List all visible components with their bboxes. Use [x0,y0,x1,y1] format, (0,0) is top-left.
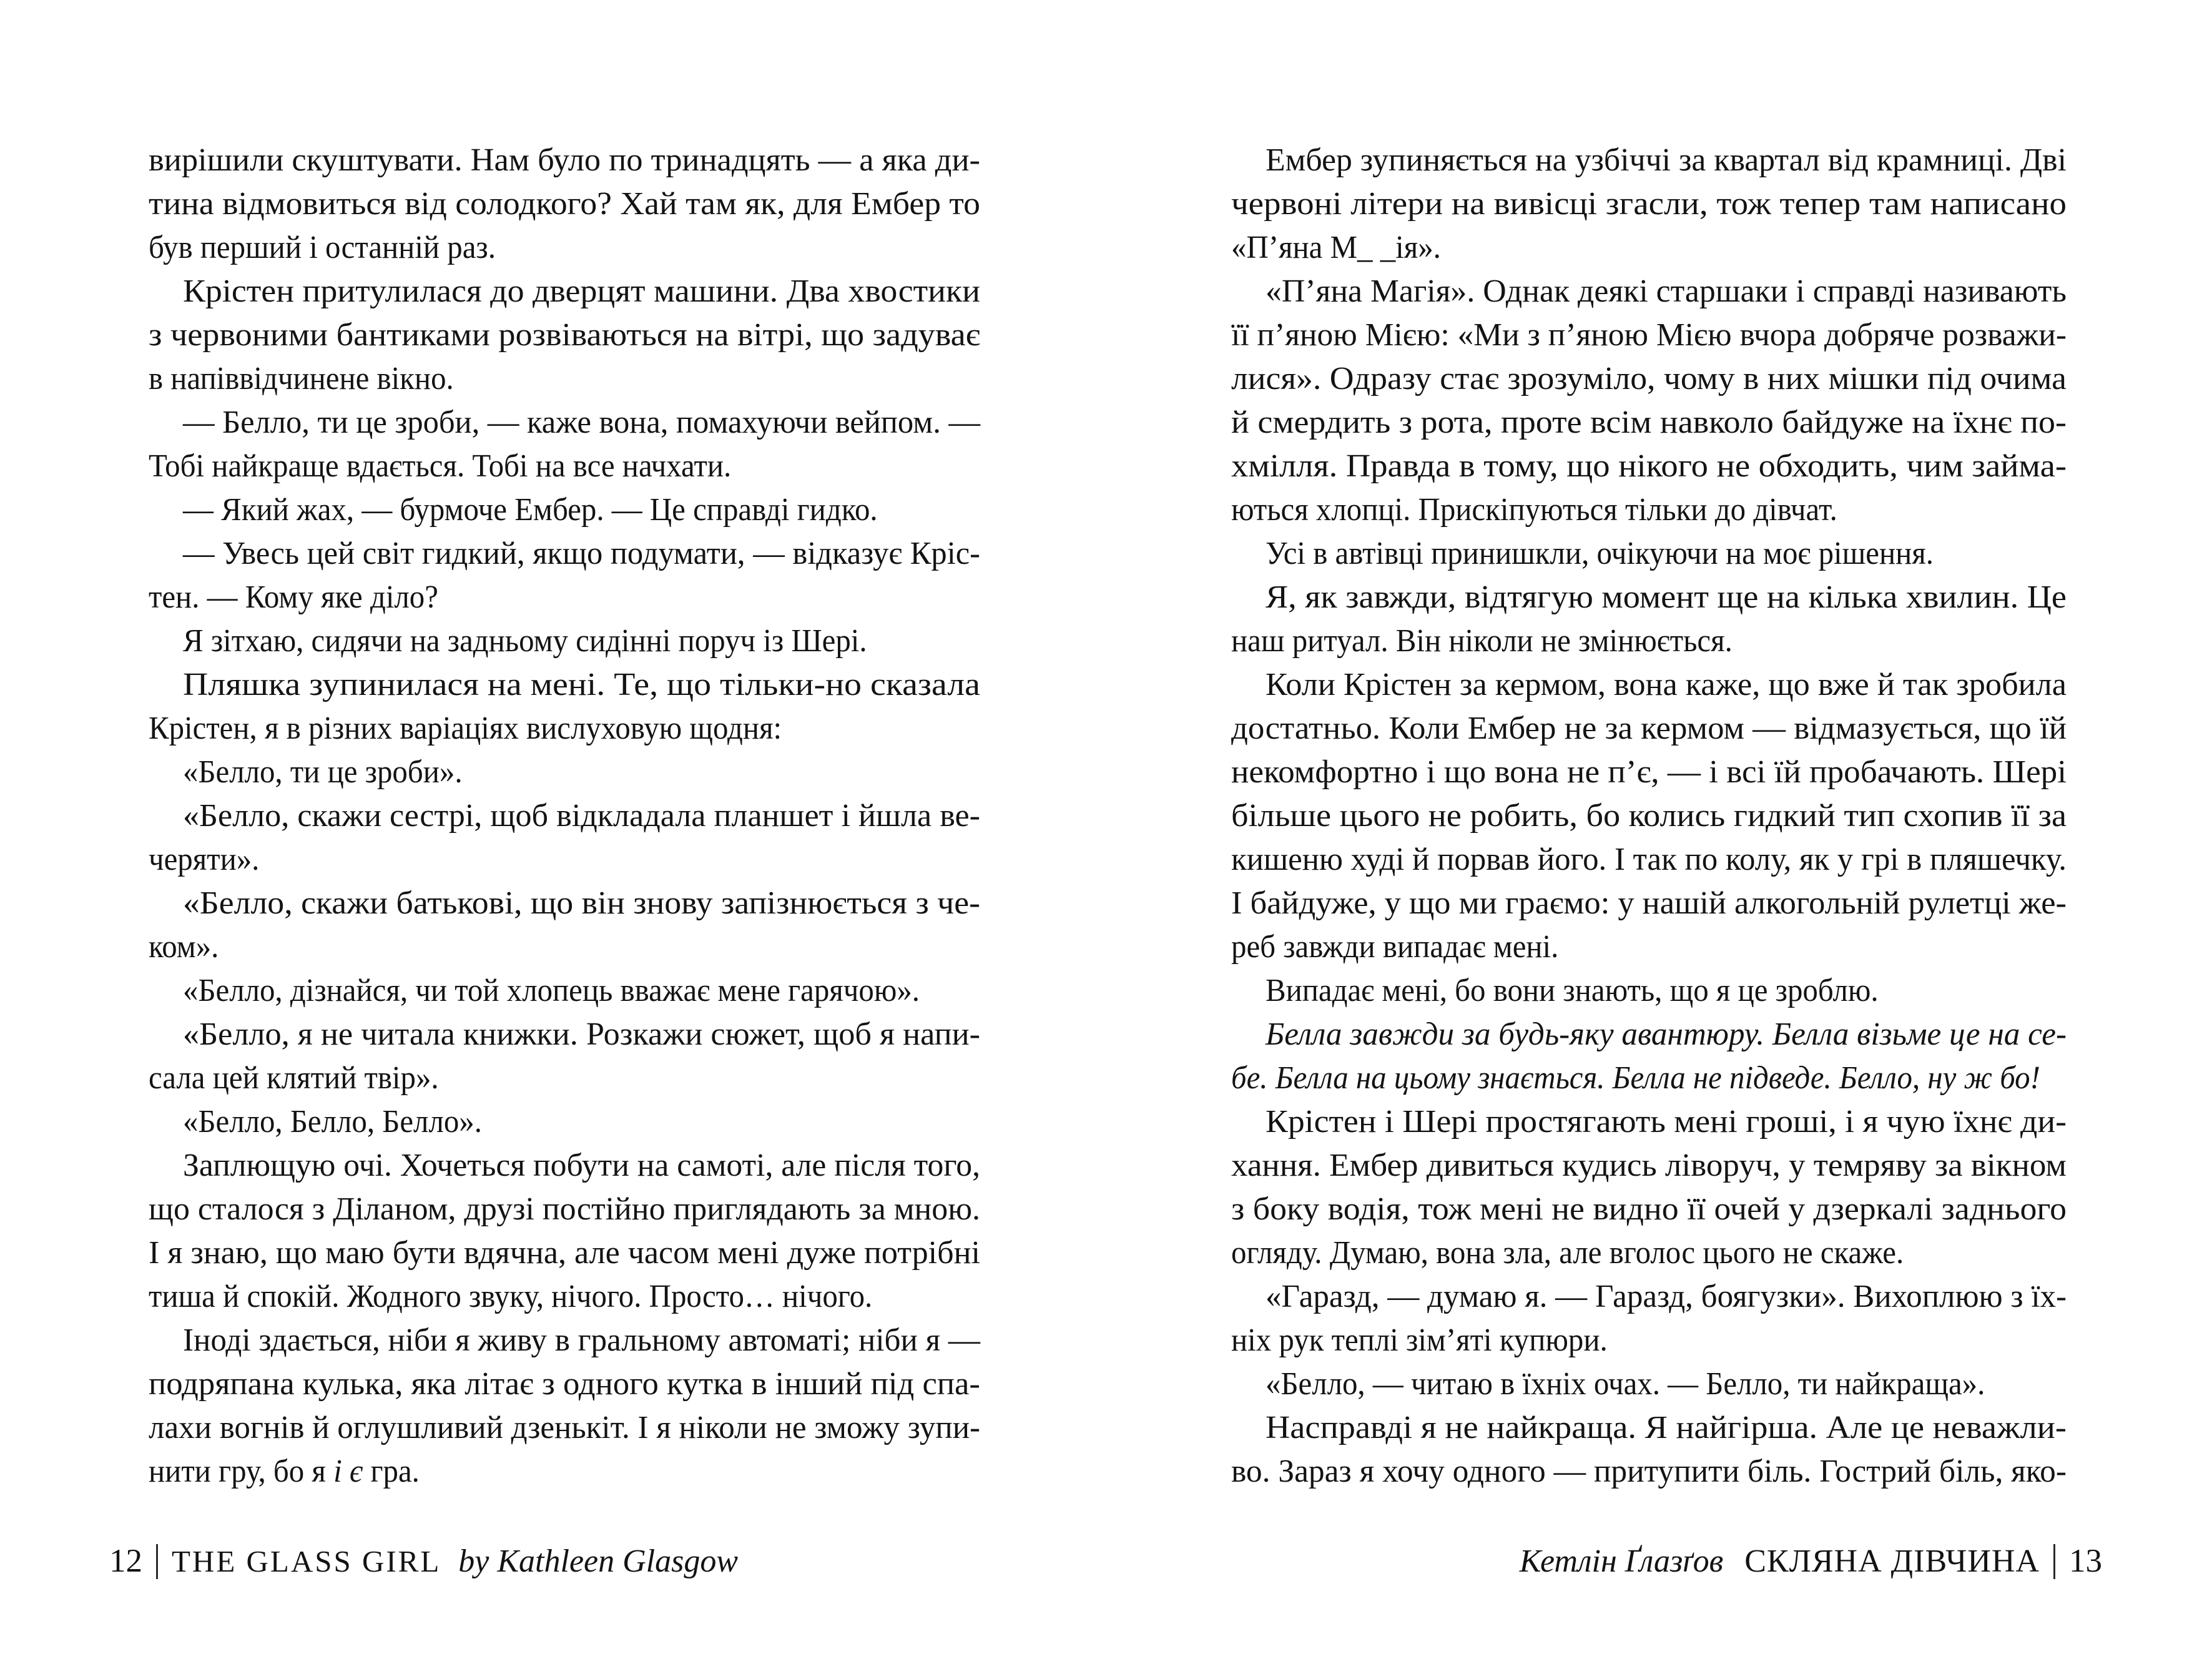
text-line: сала цей клятий твір». [149,1060,439,1096]
text-line: Коли Крістен за кермом, вона каже, що вже й так зробила [1266,667,2067,702]
right-page-footer [1520,1537,2102,1585]
text-line: «Белло, ти це зроби». [183,754,463,790]
text-line: її п’яною Мією: «Ми з п’яною Мією вчора добряче розважи- [1231,317,2067,353]
text-line: Випадає мені, бо вони знають, що я це зроблю. [1266,973,1879,1008]
text-line: черяти». [149,842,260,877]
text-line: «Белло, Белло, Белло». [183,1104,482,1140]
text-line: І я знаю, що маю бути вдячна, але часом мені дуже потрібні [149,1235,980,1271]
text-line: що сталося з Діланом, друзі постійно приглядають за мною. [149,1191,980,1227]
text-line: ком». [149,929,219,965]
text-line: був перший і останній раз. [149,230,496,265]
text-line: «Белло, дізнайся, чи той хлопець вважає мене гарячою». [183,973,920,1008]
text-line: ються хлопці. Прискіпуються тільки до дівчат. [1231,492,1837,528]
text-line: лахи вогнів й оглушливий дзенькіт. І я ніколи не зможу зупи- [149,1410,980,1445]
text-line: Тобі найкраще вдається. Тобі на все начхати. [149,448,732,484]
text-line: Іноді здається, ніби я живу в гральному автоматі; ніби я — [183,1322,980,1358]
text-line: Пляшка зупинилася на мені. Те, що тільки-но сказала [183,667,980,702]
text-line: лися». Одразу стає зрозуміло, чому в них мішки під очима [1231,361,2067,396]
text-line: Крістен і Шері простягають мені гроші, і я чую їхнє ди- [1266,1104,2067,1140]
text-line: хання. Ембер дивиться кудись ліворуч, у темряву за вікном [1231,1148,2067,1183]
text-line: реб завжди випадає мені. [1231,929,1559,965]
book-byline: by Kathleen Glasgow [458,1543,739,1579]
text-line: наш ритуал. Він ніколи не змінюється. [1231,623,1733,659]
text-line: І байдуже, у що ми граємо: у нашій алкогольній рулетці же- [1231,885,2067,921]
text-line: подряпана кулька, яка літає з одного кутка в інший під спа- [149,1366,980,1402]
footer-divider [156,1544,158,1579]
text-line: Насправді я не найкраща. Я найгірша. Але це неважли- [1266,1410,2067,1445]
text-line: Заплющую очі. Хочеться побути на самоті, але після того, [183,1148,980,1183]
text-line: з боку водія, тож мені не видно її очей у дзеркалі заднього [1231,1191,2067,1227]
text-line: Я, як завжди, відтягую момент ще на кілька хвилин. Це [1266,579,2067,615]
text-line: тиша й спокій. Жодного звуку, нічого. Просто… нічого. [149,1279,873,1314]
left-page-footer [109,1537,738,1585]
footer-divider [2053,1544,2055,1579]
right-page-text [1231,139,2067,1494]
text-line: тина відмовиться від солодкого? Хай там як, для Ембер то [149,186,980,222]
text-line: в напіввідчинене вікно. [149,361,454,396]
text-line: вирішили скуштувати. Нам було по тринадцять — а яка ди- [149,142,980,178]
text-line: некомфортно і що вона не п’є, — і всі їй пробачають. Шері [1231,754,2067,790]
text-line: «Белло, скажи батькові, що він знову запізнюється з че- [183,885,980,921]
book-title-latin: THE GLASS GIRL [172,1544,441,1578]
text-line: більше цього не робить, бо колись гидкий тип схопив її за [1231,798,2067,834]
text-line: достатньо. Коли Ембер не за кермом — відмазується, що їй [1231,711,2067,746]
book-author-cyrillic: Кетлін Ґлазґов [1519,1543,1724,1579]
left-page-number: 12 [109,1543,142,1579]
text-line: нити гру, бо я і є гра. [149,1454,420,1489]
text-line: «П’яна М_ _ія». [1231,230,1441,265]
text-line: во. Зараз я хочу одного — притупити біль. Гострий біль, яко- [1231,1454,2067,1489]
text-line: — Белло, ти це зроби, — каже вона, помахуючи вейпом. — [183,405,980,440]
text-line: бе. Белла на цьому знається. Белла не підведе. Белло, ну ж бо! [1231,1060,2040,1096]
text-line: «Белло, я не читала книжки. Розкажи сюжет, щоб я напи- [183,1017,981,1052]
text-line: — Увесь цей світ гидкий, якщо подумати, — відказує Кріс- [183,536,980,571]
text-line: тен. — Кому яке діло? [149,579,438,615]
text-line: з червоними бантиками розвіваються на вітрі, що задуває [149,317,980,353]
text-line: огляду. Думаю, вона зла, але вголос цього не скаже. [1231,1235,1904,1271]
text-line: «Гаразд, — думаю я. — Гаразд, боягузки». Вихоплюю з їх- [1266,1279,2067,1314]
book-title-cyrillic: СКЛЯНА ДІВЧИНА [1744,1543,2040,1579]
text-line: «Белло, — читаю в їхніх очах. — Белло, ти найкраща». [1266,1366,1985,1402]
text-line: й смердить з рота, проте всім навколо байдуже на їхнє по- [1231,405,2067,440]
text-line: червоні літери на вивісці згасли, тож тепер там написано [1231,186,2067,222]
text-line: «П’яна Магія». Однак деякі старшаки і справді називають [1266,273,2067,309]
text-line: хмілля. Правда в тому, що нікого не обходить, чим займа- [1231,448,2067,484]
text-line: кишеню худі й порвав його. І так по колу, як у грі в пляшечку. [1231,842,2067,877]
text-line: — Який жах, — бурмоче Ембер. — Це справді гидко. [183,492,878,528]
text-line: Крістен, я в різних варіаціях вислуховую щодня: [149,711,782,746]
text-line: Я зітхаю, сидячи на задньому сидінні поруч із Шері. [183,623,867,659]
text-line: Ембер зупиняється на узбіччі за квартал від крамниці. Дві [1266,142,2067,178]
text-line: ніх рук теплі зім’яті купюри. [1231,1322,1608,1358]
text-line: «Белло, скажи сестрі, щоб відкладала планшет і йшла ве- [183,798,980,834]
text-line: Крістен притулилася до дверцят машини. Два хвостики [183,273,980,309]
left-page-text [149,139,980,1494]
right-page-number: 13 [2069,1543,2102,1579]
text-line: Белла завжди за будь-яку авантюру. Белла візьме це на се- [1266,1017,2067,1052]
text-line: Усі в автівці принишкли, очікуючи на моє рішення. [1266,536,1934,571]
